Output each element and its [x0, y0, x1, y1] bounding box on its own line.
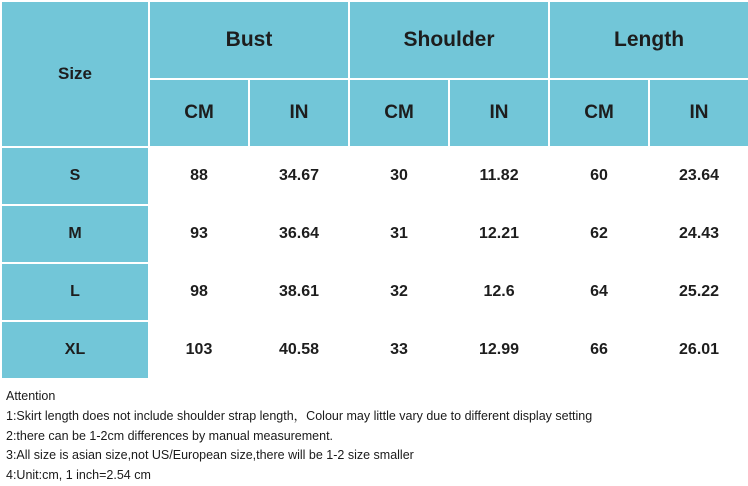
note-line-1: 1:Skirt length does not include shoulder strap length，Colour may little vary due to different display setting — [6, 408, 593, 423]
cell-bust-in: 36.64 — [249, 205, 349, 263]
cell-bust-in: 38.61 — [249, 263, 349, 321]
cell-bust-cm: 93 — [149, 205, 249, 263]
cell-length-in: 26.01 — [649, 321, 748, 379]
cell-bust-cm: 98 — [149, 263, 249, 321]
note-line-3: 3:All size is asian size,not US/European size,there will be 1-2 size smaller — [6, 448, 414, 463]
cell-bust-cm: 103 — [149, 321, 249, 379]
row-size-label: L — [1, 263, 149, 321]
cell-shoulder-in: 11.82 — [449, 147, 549, 205]
cell-length-in: 25.22 — [649, 263, 748, 321]
cell-bust-in: 34.67 — [249, 147, 349, 205]
row-size-label: S — [1, 147, 149, 205]
cell-length-cm: 62 — [549, 205, 649, 263]
note-line-2: 2:there can be 1-2cm differences by manual measurement. — [6, 428, 334, 443]
row-size-label: XL — [1, 321, 149, 379]
table-row — [1, 263, 748, 321]
attention-notes — [0, 380, 748, 486]
cell-length-in: 24.43 — [649, 205, 748, 263]
table-header-row-groups — [1, 1, 748, 79]
cell-bust-in: 40.58 — [249, 321, 349, 379]
header-length: Length — [549, 1, 748, 79]
header-size: Size — [1, 1, 149, 147]
table-row — [1, 147, 748, 205]
note-line-4: 4:Unit:cm, 1 inch=2.54 cm — [6, 468, 151, 482]
table-row — [1, 321, 748, 379]
header-shoulder: Shoulder — [349, 1, 549, 79]
cell-shoulder-cm: 30 — [349, 147, 449, 205]
cell-shoulder-in: 12.99 — [449, 321, 549, 379]
row-size-label: M — [1, 205, 149, 263]
header-bust-in: IN — [249, 79, 349, 147]
cell-shoulder-in: 12.6 — [449, 263, 549, 321]
cell-bust-cm: 88 — [149, 147, 249, 205]
cell-shoulder-cm: 31 — [349, 205, 449, 263]
cell-length-cm: 60 — [549, 147, 649, 205]
cell-shoulder-in: 12.21 — [449, 205, 549, 263]
cell-shoulder-cm: 33 — [349, 321, 449, 379]
header-shoulder-cm: CM — [349, 79, 449, 147]
cell-length-cm: 64 — [549, 263, 649, 321]
cell-length-in: 23.64 — [649, 147, 748, 205]
table-row — [1, 205, 748, 263]
header-shoulder-in: IN — [449, 79, 549, 147]
cell-shoulder-cm: 32 — [349, 263, 449, 321]
header-bust-cm: CM — [149, 79, 249, 147]
notes-title: Attention — [6, 389, 56, 403]
header-length-in: IN — [649, 79, 748, 147]
header-length-cm: CM — [549, 79, 649, 147]
header-bust: Bust — [149, 1, 349, 79]
cell-length-cm: 66 — [549, 321, 649, 379]
